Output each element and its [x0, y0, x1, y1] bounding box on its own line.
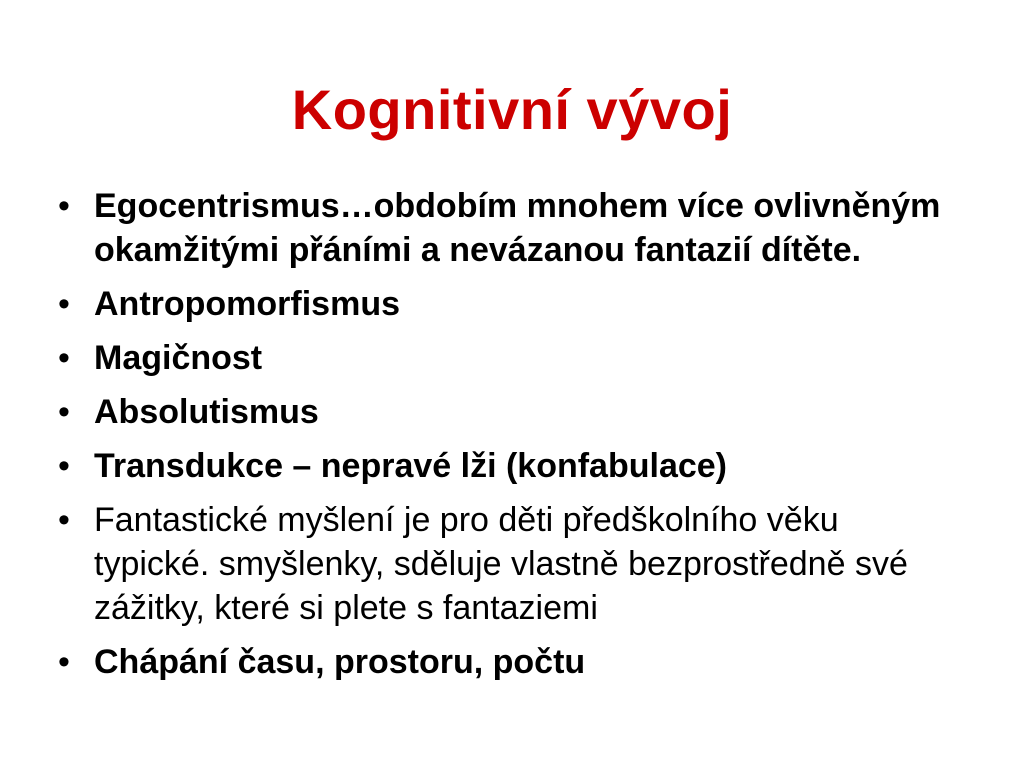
bullet-item-magicnost: [58, 336, 958, 380]
bullet-text: Absolutismus: [94, 393, 319, 431]
bullet-icon: •: [58, 187, 70, 225]
bullet-text: Chápání času, prostoru, počtu: [94, 643, 586, 681]
bullet-icon: •: [58, 643, 70, 681]
bullet-text: Transdukce – nepravé lži (konfabulace): [94, 447, 728, 485]
bullet-icon: •: [58, 447, 70, 485]
bullet-item-chapani-casu: [58, 640, 958, 684]
bullet-icon: •: [58, 393, 70, 431]
bullet-text: Magičnost: [94, 339, 263, 377]
bullet-icon: •: [58, 501, 70, 539]
bullet-list: [58, 184, 958, 694]
bullet-item-egocentrismus: [58, 184, 958, 272]
bullet-text: Egocentrismus…obdobím mnohem více ovlivněným okamžitými přáními a nevázanou fantazií dítěte.: [94, 187, 941, 269]
bullet-item-transdukce: [58, 444, 958, 488]
bullet-icon: •: [58, 285, 70, 323]
bullet-item-fantasticke-mysleni: [58, 498, 958, 630]
bullet-icon: •: [58, 339, 70, 377]
bullet-item-antropomorfismus: [58, 282, 958, 326]
slide-title: Kognitivní vývoj: [291, 78, 733, 141]
bullet-text: Fantastické myšlení je pro děti předškolního věku typické. smyšlenky, sděluje vlastně bezprostředně své zážitky, které si plete s fantaziemi: [94, 501, 908, 627]
bullet-item-absolutismus: [58, 390, 958, 434]
bullet-text: Antropomorfismus: [94, 285, 400, 323]
